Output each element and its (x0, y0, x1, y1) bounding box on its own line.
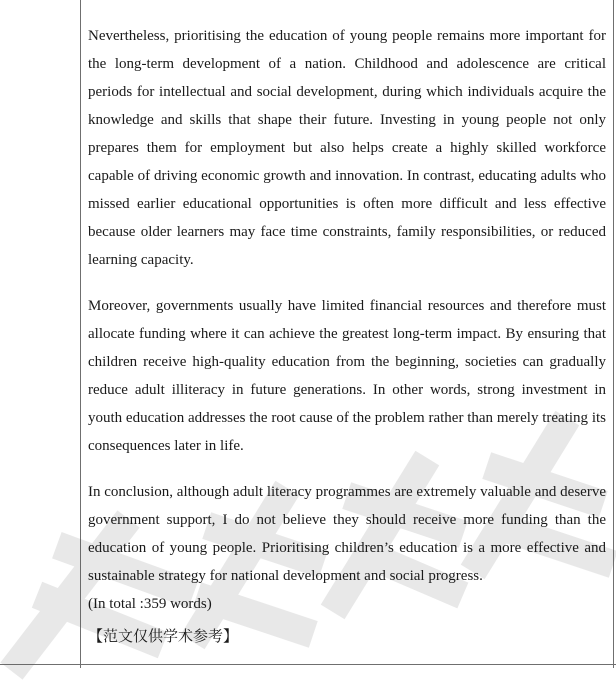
reference-note: 【范文仅供学术参考】 (88, 627, 239, 645)
table-left-border (80, 0, 81, 668)
table-right-border (613, 0, 614, 668)
essay-body (88, 22, 606, 650)
essay-paragraph: In conclusion, although adult literacy programmes are extremely valuable and deserve government support, I do not believe they should receive more funding than the education of young people. Prioritising children’s education is a more effective and sustainable strategy for national development and social progress. (88, 484, 606, 584)
essay-paragraph: Nevertheless, prioritising the education of young people remains more important for the long-term development of a nation. Childhood and adolescence are critical periods for intellectual and social development, during which individuals acquire the knowledge and skills that shape their future. Investing in young people not only prepares them for employment but also helps create a highly skilled workforce capable of driving economic growth and innovation. In contrast, educating adults who missed earlier educational opportunities is often more difficult and less effective because older learners may face time constraints, family responsibilities, or reduced learning capacity. (88, 28, 606, 268)
table-bottom-border (0, 664, 616, 665)
essay-paragraph: Moreover, governments usually have limited financial resources and therefore must allocate funding where it can achieve the greatest long-term impact. By ensuring that children receive high-quality education from the beginning, societies can gradually reduce adult illiteracy in future generations. In other words, strong investment in youth education addresses the root cause of the problem rather than merely treating its consequences later in life. (88, 298, 606, 454)
word-count: (In total :359 words) (88, 596, 212, 612)
